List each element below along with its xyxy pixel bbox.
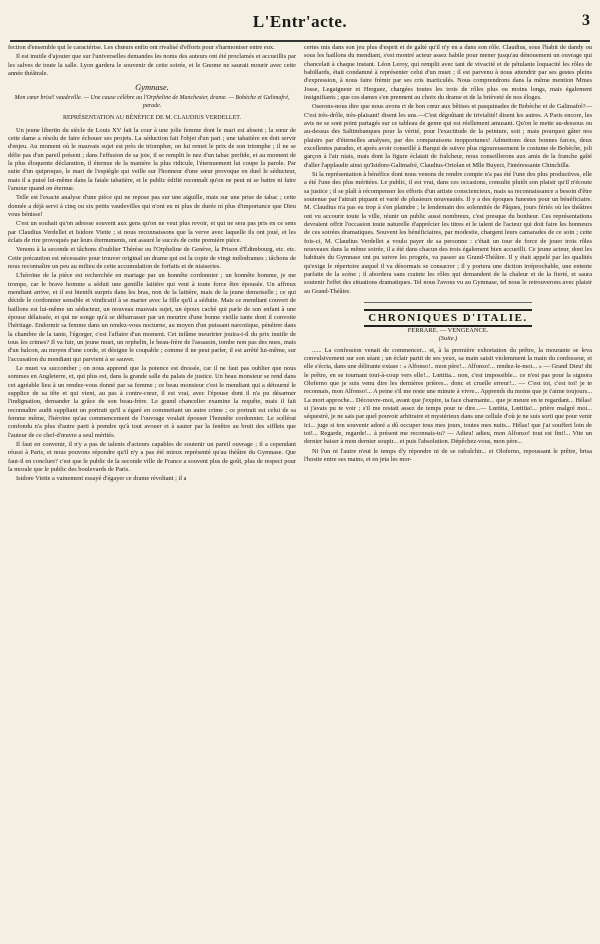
- chronicle-title-text: CHRONIQUES D'ITALIE.: [364, 309, 531, 327]
- paragraph: Il est inutile d'ajouter que sur l'universelles demandes les noms des auteurs ont été proclamés et accueillis par les salves de toute la salle. Lyon gardera le souvenir de cette soirée, et le Gnome ne saurait mourir avec cette année théâtrale.: [8, 53, 296, 77]
- section-title: Gymnase.: [135, 82, 169, 93]
- paragraph: Un jeune libertin du siècle de Louis XV fait la cour à une jolie femme dont le mari est absent ; la sœur de cette dame a résolu de faire échouer ses projets. La séduction fait l'objet d'un pari ; une tabatière en doit servir d'enjeu. Au moment où le mauvais sujet est près de triompher, on lui remet le prix de son triomphe ; il ne se défie pas d'un pareil présent ; dans l'effusion de sa joie, il se remplit le nez d'un tabac perfide, et au moment de la plus éloquente déclaration, il éternue de la manière la plus ridicule, l'éternuement lui coupe la parole. Par suite d'un quiproquo, le mari de l'espiègle qui veille sur l'honneur d'une sœur provoque en duel le séducteur, mais il a puisé lui-même dans la fatale tabatière, et le public édifié reconnaît qu'on ne peut ni se battre ni faire l'amour quand on éternue.: [8, 126, 296, 193]
- chronicle-subtitle: FERRARE. — VENGEANCE.: [407, 327, 489, 335]
- chronicle-title: [304, 311, 592, 325]
- paragraph: Telle est l'exacte analyse d'une pièce qui ne repose pas sur une aiguille, mais sur une prise de tabac ; cette donnée a déjà servi à cinq ou six petits vaudevilles qui n'ont eu ni plus de durée ni plus d'importance que Dieu vous bénisse!: [8, 194, 296, 219]
- paragraph: Venons à la seconde et tâchons d'oublier Thérèse ou l'Orpheline de Genève, la Prison d'Édimbourg, etc. etc. Cette précaution est nécessaire pour trouver original un drame qui est la copie de vingt mélodrames ; tâchons de nous reconnaître un peu au milieu de cette accumulation de forfaits et de niaiseries.: [8, 246, 296, 270]
- page-number: 3: [582, 12, 590, 29]
- paragraph: C'est un souhait qu'on adresse souvent aux gens qu'on ne veut plus revoir, et qui ne sera pas pris en ce sens par Claudius Verdellet et Isidore Viette ; si nous reconnaissons que la verve avec laquelle ils ont joué, et les éclats de rire provoqués par leurs éternuments, ont assuré le succès de cette première pièce.: [8, 220, 296, 245]
- paragraph: L'héroïne de la pièce est recherchée en mariage par un honnête cordonnier ; un honnête homme, je me trompe, car le brave homme a séduit une gentille laitière qui veut à toute force être épousée. Un affreux mendiant arrive, et il est bientôt surpris dans les bras, non de la laitière, mais de la jeune demoiselle ; ce qui décide le cordonnier sensible et vindicatif à se marier avec la fille qu'il a séduite. Mais ce mendiant couvert de haillons est lui-même un séducteur, un nouveau mauvais sujet, un époux caché qui parle de son enfant à une épouse délaissée, et qui ne songe qu'à se débarrasser par un meurtre d'une bonne vieille tante dont il convoite l'héritage. Endormir sa femme dans un rendez-vous nocturne, au moyen d'un puissant narcotique, pénétrer dans la chambre de la tante, l'égorger, c'est l'affaire d'un moment. Cet infâme meurtrier jouira-t-il du prix inutile de tous les crimes? Il va fuir, un jeune muet, un orphelin, le beau-frère de l'assassin, tombe non pas des nues, mais d'un balcon, au moyen d'une corde, et désigne le coupable ; comme il ne peut parler, il est arrêté lui-même, sur l'accusation du mendiant qui parvient à se sauver.: [8, 272, 296, 363]
- paragraph: Oserons-nous dire que nous avons ri de bon cœur aux bêtises et pasquinades de Bobèche et de Galimafré?—C'est très-drôle, très-plaisant! disent les uns.—C'est dégoûtant de trivialité! disent les autres. A Paris encore, les avis ne se sont point partagés sur ce tableau de genre qui est réellement amusant. Qu'on le mette au-dessous ou au-dessus des Saltimbanques pour la vérité, pour l'exactitude de la peinture, soit ; mais pourquoi gâter nos plaisirs par d'éternelles analyses, par des comparaisons inopportunes! Admettons deux bonnes farces, deux excellentes parades, et après avoir conseillé à Barqui de suivre plus rigoureusement le costume de Bobèche, joli garçon à l'air niais, mais dont la figure éclatait de fraîcheur, nous conseillerons aux amis de la franche gaîté d'aller l'applaudir ainsi qu'Isidore-Galimafré, Claudius-Ortolan et Mlle Buyect, l'intéressante Chinchilla.: [304, 103, 592, 169]
- left-column: [8, 44, 296, 485]
- paragraph: Il faut en convenir, il n'y a pas de talents d'acteurs capables de soutenir un pareil ouvrage ; il a cependant réussi à Paris, et nous pouvons répondre qu'il n'y a pas été mieux représenté qu'au théâtre du Gymnase. Que faut-il en conclure? c'est que le public de la seconde ville de France a souvent plus de goût, plus de respect pour la morale que le public des boulevards de Paris.: [8, 440, 296, 473]
- masthead-title: L'Entr'acte.: [252, 12, 348, 31]
- benefit-heading: REPRÉSENTATION AU BÉNÉFICE DE M. CLAUDIUS VERDELLET.: [63, 114, 241, 121]
- paragraph: fection d'ensemble qui le caractérise. Les chœurs enfin ont rivalisé d'efforts pour s'harmoniser entre eux.: [8, 44, 275, 51]
- paragraph: ...... La confession venait de commencer... et, à la première exhortation du prêtre, la mourante se leva convulsivement sur son séant ; un éclair partit de ses yeux, sa main saisit violemment la main du confesseur, et elle s'écria, dans une délirante extase : « Alfonso!.. mon père!... Alfonso!... rendez-le-moi... » — Grand Dieu! dit le prêtre, en se tournant tout-à-coup vers elle!... Lœtitia... non, c'est impossible... ce n'est pas pour la signora Oloferno que je suis venu dire les dernières prières... donc et cruelle erreur!... — C'est toi, c'est toi! je te reconnais, mon Alfonso!... A peine s'il me reste une minute à vivre... Apprends du moins que je t'aime toujours... La mort approche... Découvre-moi, avant que j'expire, ta face charmante... que je meure en te regardant... Hélas! si j'avais pu te voir ; s'il me restait assez de temps pour te dire...— Lœtitia, Lœtitia!... prière malgré moi... séquestré, je ne sais par quel pouvoir arbitraire et mystérieux dans une cellule d'où je ne suis sorti que pour venir ici... juge si ton souvenir adoré a dû occuper tous mes jours, toutes mes nuits... Hélas! que j'ai souffert loin de toi!... Regarde, regarde!... à présent me reconnais-tu? — Adieu! adieu, mon Alfonso! tout est fini!... Vite un dernier baiser à mon dernier soupir... et puis l'absolution. Dépêchez-vous, mon père...: [304, 346, 592, 446]
- right-column: [304, 44, 592, 485]
- paragraph: Le muet va succomber ; on nous apprend que la potence est dressée, car il ne faut pas oublier que nous sommes en Angleterre, et, qui plus est, dans la grande salle du palais de justice. Un beau monsieur se rend dans cet agréable lieu à un rendez-vous donné par sa femme ; ce beau monsieur c'est le mendiant qui a détourné le supplice de sa tête et qui vient, au pas à contre-cœur, il est vrai, avec l'épouse dont il n'a pu désarmer l'indignation, demander la grâce de son beau-frère. Le grand chancelier examine la requête, mais il fait reconnaître audit suppliant un portrait qu'il a égaré en commettant un autre crime ; ce portrait est celui de sa femme même, l'héroïne qu'au commencement de l'ouvrage voulait épouser l'honnête cordonnier. Le scélérat confondu n'a plus d'autre parti à prendre qu'à tout avouer et à sauter par la fenêtre au bruit des sifflets que l'auteur de ce chef-d'œuvre a seul mérités.: [8, 364, 296, 439]
- section-subtitle: Mon cœur brisé! vaudeville. — Une cause célèbre au l'Orpheline de Manchester, drame. — Bobèche et Galimafré, parade.: [14, 95, 290, 110]
- masthead-rule: [10, 40, 590, 42]
- paragraph: Si la représentation à bénéfice dont nous venons de rendre compte n'a pas été l'une des plus productives, elle a été l'une des plus méritées. Le public, il est vrai, dans ces occasions, consulte plutôt son plaisir qu'il n'écoute sa justice ; il se plaît à récompenser les efforts d'un artiste consciencieux, mais sa reconnaissance a besoin d'être soutenue par l'attrait piquant et varié de plusieurs nouveautés. Il y a des époques funestes pour un bénéficiaire. M. Claudius n'a pas eu trop à s'en plaindre ; le lendemain des solennités de Pâques, jours fériés où les théâtres ont vu accourir toute la ville, réunir un public aussi nombreux, c'est presque du bonheur. Ces représentations devraient offrir l'occasion toute naturelle d'apprécier les titres et le talent de l'acteur qui doit faire les honneurs de ces soirées dramatiques. Souvent les bénéficiaires, par modestie, chargent leurs camarades de ce soin ; cette fois-ci, M. Claudius Verdellet a voulu payer de sa personne : c'était un tour de force de jouer trois rôles nouveaux dans la même soirée, il a été dans chacun des trois également bien accueilli. Ce jeune acteur, dont les habitués du Gymnase ont pu suivre les progrès, va passer au Grand-Théâtre. Il y était appelé par les qualités qu'exige le répertoire auquel il va désormais se consacrer ; il y portera une diction irréprochable, une entente parfaite de la scène ; il abordera sans crainte les rôles qui demandent de la chaleur et de la fierté, et saura soutenir l'effet des situations dramatiques. Tel nous l'avons vu au Gymnase, tel nous le retrouverons avec plaisir au Grand-Théâtre.: [304, 170, 592, 295]
- masthead: [6, 0, 594, 44]
- chronicle-suite: (Suite.): [438, 335, 458, 343]
- paragraph: Isidore Viette a vainement essayé d'égayer ce drame révoltant ; il a: [16, 475, 187, 483]
- paragraph: certes mis dans son jeu plus d'esprit et de gaîté qu'il n'y en a dans son rôle. Claudius, sous l'habit de dandy ou sous les haillons du mendiant, s'est montré acteur assez habile pour mener jusqu'au dénouement un ouvrage qui chancelait à chaque instant. Léon Leroy, qui remplit avec tant de vivacité et de pétulante loquacité les rôles de babillards, était condamné à représenter celui d'un muet ; il est parvenu à nous attendrir par ses gestes pleins d'expression, à nous faire frémir par ses cris inarticulés. Nous comprendrons dans la même mention Mmes Josse, Legaigneur et Herguez, chargées toutes les trois de rôles plus ou moins longs, mais également insignifiants ; que ces dames s'en prennent au choix du drame et de la brièveté de nos éloges.: [304, 44, 592, 101]
- columns: [6, 44, 594, 485]
- paragraph: Ni l'un ni l'autre n'eut le temps d'y répondre ni de se rafraîchir... et Oloferno, repoussant le prêtre, brisa l'hostie entre ses mains, et en jeta les mor-: [304, 447, 592, 464]
- separator: [364, 302, 532, 303]
